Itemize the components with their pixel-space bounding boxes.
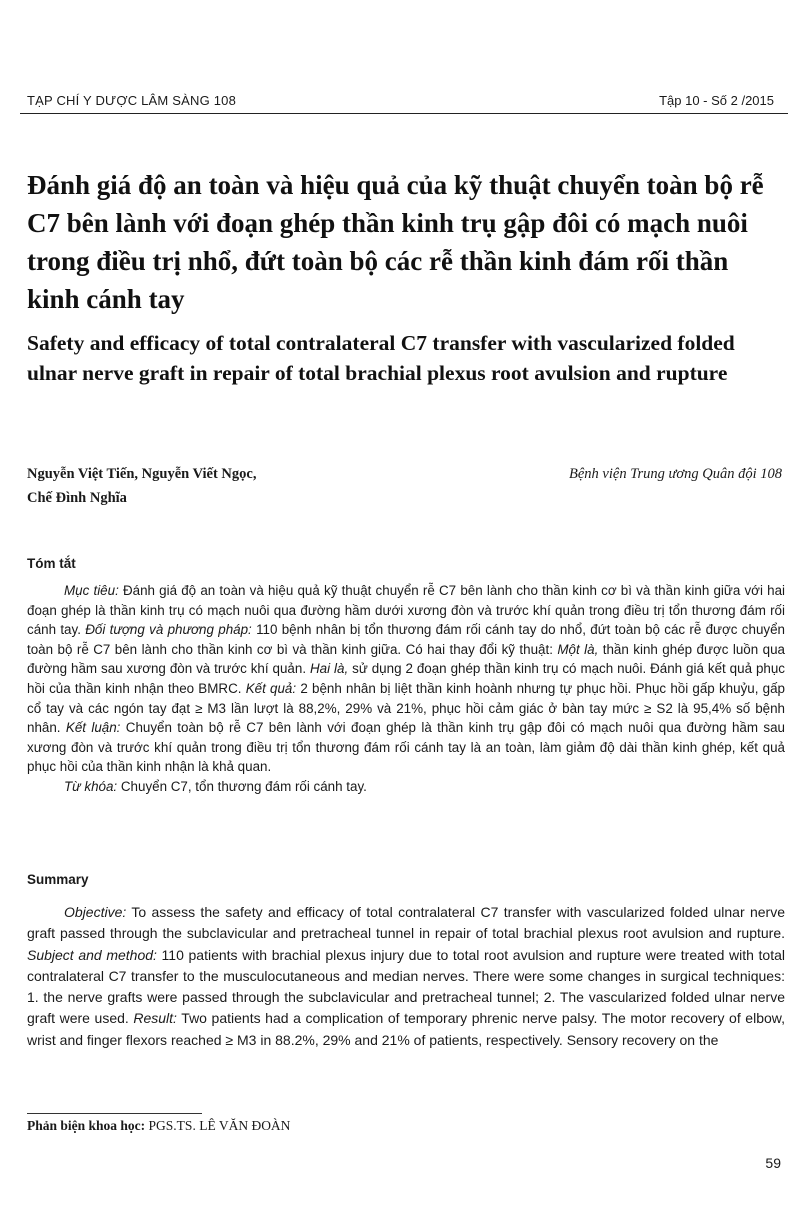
title-vietnamese: Đánh giá độ an toàn và hiệu quả của kỹ thuật chuyển toàn bộ rễ C7 bên lành với đoạn ghép thần kinh trụ gập đôi có mạch nuôi trong điều trị nhổ, đứt toàn bộ các rễ thần kinh đám rối thần kinh cánh tay — [27, 170, 764, 314]
title-english: Safety and efficacy of total contralateral C7 transfer with vascularized folded ulnar nerve graft in repair of total brachial plexus root avulsion and rupture — [27, 331, 735, 385]
text-second: sử dụng 2 đoạn ghép thần kinh trụ có mạch nuôi. Đánh giá kết quả phục hồi của thần kinh nhận theo BMRC. — [27, 661, 785, 696]
label-second: Hai là, — [306, 661, 349, 677]
page-number: 59 — [765, 1155, 781, 1171]
text-result-en: Two patients had a complication of temporary phrenic nerve palsy. The motor recovery of elbow, wrist and finger flexors reached ≥ M3 in 88.2%, 29% and 21% of patients, respectively. Sensory recovery on the — [27, 1010, 786, 1048]
reviewer-label: Phản biện khoa học: — [27, 1118, 146, 1133]
text-method-vi: 110 bệnh nhân bị tổn thương đám rối cánh tay do nhổ, đứt toàn bộ các rễ được chuyển toàn bộ rễ C7 bên lành cho thần kinh cơ bì và thần kinh giữa. Có hai thay đổi kỹ thuật: — [27, 622, 785, 657]
text-conclusion-vi: Chuyển toàn bộ rễ C7 bên lành với đoạn ghép là thần kinh trụ gập đôi có mạch nuôi qua đường hầm sau xương đòn và trước khí quản trong điều trị tổn thương đám rối cánh tay là an toàn, làm giảm độ dài thần kinh ghép, kết quả phục hồi của thần kinh nhận là khả quan. — [27, 720, 785, 775]
abstract-vietnamese — [27, 581, 785, 797]
abstract-vi-heading: Tóm tắt — [27, 556, 76, 571]
text-result-vi: 2 bệnh nhân bị liệt thần kinh hoành nhưng tự phục hồi. Phục hồi gấp khuỷu, gấp cổ tay và các ngón tay đạt ≥ M3 lần lượt là 88,2%, 29% và 21%, phục hồi cảm giác ở bàn tay mức ≥ S2 là 95,4% số bệnh nhân. — [27, 680, 786, 736]
author-list — [27, 462, 357, 510]
keywords-vi — [27, 777, 785, 797]
abstract-english — [27, 902, 785, 1051]
label-objective-en: Objective: — [64, 904, 127, 920]
abstract-en-body — [27, 902, 785, 1051]
footnote-divider — [27, 1113, 202, 1114]
reviewer-note — [27, 1118, 290, 1134]
text-first: thần kinh ghép được luồn qua đường hầm sau xương đòn và trước khí quản. — [27, 641, 785, 677]
text-objective-en: To assess the safety and efficacy of total contralateral C7 transfer with vascularized folded ulnar nerve graft passed through the subclavicular and pretracheal tunnel in repair of total brachial plexus root avulsion and rupture. — [27, 904, 785, 942]
label-keywords-vi: Từ khóa: — [64, 778, 118, 794]
journal-header: TẠP CHÍ Y DƯỢC LÂM SÀNG 108 — [27, 93, 236, 108]
affiliation: Bệnh viện Trung ương Quân đội 108 — [569, 466, 782, 482]
label-conclusion-vi: Kết luận: — [60, 720, 121, 736]
authors-line-2: Chế Đình Nghĩa — [27, 490, 127, 506]
text-method-en: 110 patients with brachial plexus injury due to total root avulsion and rupture were treated with total contralateral C7 transfer to the musculocutaneous and median nerves. There were some changes in surgical techniques: 1. the nerve grafts were passed through the subclavicular and pretracheal tunnel; 2. The vascularized folded ulnar nerve graft were used. — [27, 946, 785, 1027]
abstract-vi-body — [27, 581, 785, 777]
reviewer-name: PGS.TS. LÊ VĂN ĐOÀN — [145, 1118, 291, 1133]
label-objective-vi: Mục tiêu: — [64, 583, 119, 598]
authors-line-1: Nguyễn Việt Tiến, Nguyễn Viết Ngọc, — [27, 466, 257, 482]
label-method-vi: Đối tượng và phương pháp: — [80, 622, 252, 638]
text-objective-vi: Đánh giá độ an toàn và hiệu quả kỹ thuật chuyển rễ C7 bên lành cho thần kinh cơ bì và thần kinh giữa với hai đoạn ghép là thần kinh trụ có mạch nuôi qua đường hầm dưới xương đòn và trước khí quản trong điều trị tổn thương đám rối cánh tay. — [27, 583, 785, 638]
label-result-vi: Kết quả: — [241, 680, 297, 696]
header-divider — [20, 113, 788, 114]
issue-number: Tập 10 - Số 2 /2015 — [659, 93, 774, 108]
text-keywords-vi: Chuyển C7, tổn thương đám rối cánh tay. — [117, 778, 367, 794]
abstract-en-heading: Summary — [27, 872, 89, 887]
label-result-en: Result: — [128, 1010, 177, 1027]
label-first: Một là, — [552, 641, 599, 657]
label-method-en: Subject and method: — [27, 946, 157, 963]
